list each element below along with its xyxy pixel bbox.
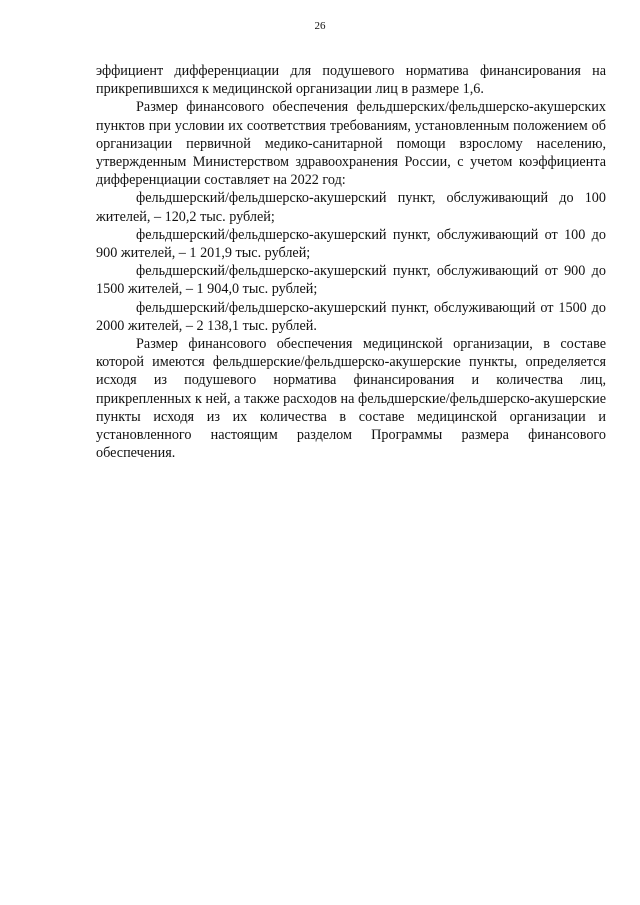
- document-body: [96, 62, 606, 462]
- list-item-fap-up-to-100: фельдшерский/фельдшерско-акушерский пункт, обслуживающий до 100 жителей, – 120,2 тыс. рублей;: [96, 190, 606, 225]
- paragraph-continuation: эффициент дифференциации для подушевого норматива финансирования на прикрепившихся к медицинской организации лиц в размере 1,6.: [96, 63, 606, 98]
- paragraph-medical-organization-funding: Размер финансового обеспечения медицинской организации, в составе которой имеются фельдшерские/фельдшерско-акушерские пункты, определяется исходя из подушевого норматива финансирования и количества лиц, прикрепленных к ней, а также расходов на фельдшерские/фельдшерско-акушерские пункты исходя из их количества в составе медицинской организации и установленного настоящим разделом Программы размера финансового обеспечения.: [96, 336, 606, 462]
- list-item-fap-900-1500: фельдшерский/фельдшерско-акушерский пункт, обслуживающий от 900 до 1500 жителей, – 1 904,0 тыс. рублей;: [96, 263, 606, 298]
- paragraph-fap-funding-intro: Размер финансового обеспечения фельдшерских/фельдшерско-акушерских пунктов при условии их соответствия требованиям, установленным положением об организации первичной медико-санитарной помощи взрослому населению, утвержденным Министерством здравоохранения России, с учетом коэффициента дифференциации составляет на 2022 год:: [96, 99, 606, 189]
- list-item-fap-1500-2000: фельдшерский/фельдшерско-акушерский пункт, обслуживающий от 1500 до 2000 жителей, – 2 138,1 тыс. рублей.: [96, 299, 606, 334]
- page-number: 26: [314, 20, 326, 32]
- list-item-fap-100-900: фельдшерский/фельдшерско-акушерский пункт, обслуживающий от 100 до 900 жителей, – 1 201,9 тыс. рублей;: [96, 226, 606, 262]
